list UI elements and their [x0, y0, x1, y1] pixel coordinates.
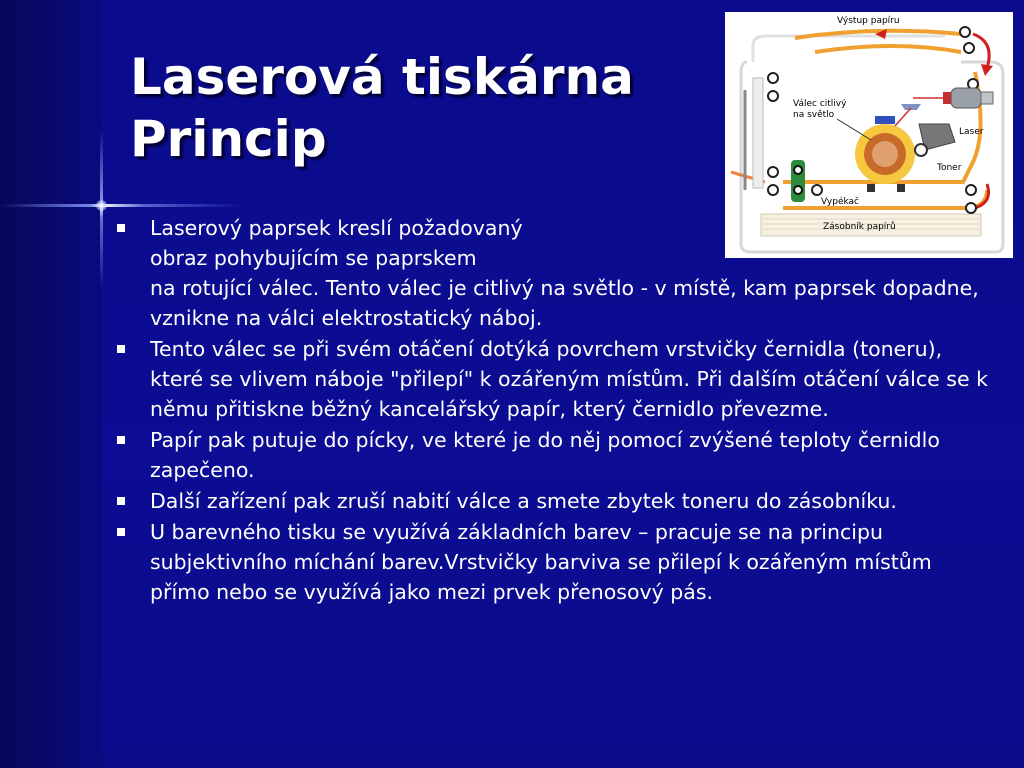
slide-title	[130, 46, 634, 170]
roller	[768, 185, 778, 195]
toner-roller	[915, 144, 927, 156]
label-paper-tray: Zásobník papírů	[823, 222, 896, 232]
fuser-roller	[794, 166, 802, 174]
laser-beam-down	[895, 108, 911, 126]
slide-title-line-2: Princip	[130, 110, 327, 168]
slide-background-left-band	[0, 0, 102, 768]
roller	[964, 43, 974, 53]
label-drum-line-2: na světlo	[793, 110, 835, 120]
light-flare-center	[96, 200, 107, 211]
roller	[812, 185, 822, 195]
label-toner: Toner	[937, 163, 962, 173]
fuser-roller	[794, 186, 802, 194]
laser-mount	[981, 92, 993, 104]
bullet-text: Papír pak putuje do pícky, ve které je do něj pomocí zvýšené teploty černidlo zapečeno.	[150, 428, 940, 482]
bullet-item	[114, 425, 994, 485]
label-drum-line-1: Válec citlivý	[793, 99, 847, 109]
laser-unit	[951, 88, 981, 108]
drum-core	[872, 141, 898, 167]
roller	[768, 73, 778, 83]
bullet-item	[114, 486, 994, 516]
bullet-text: U barevného tisku se využívá základních barev – pracuje se na principu subjektivního míchání barev.Vrstvičky barviva se přilepí k ozářeným místům přímo nebo se využívá jako mezi prvek přenosový pás.	[150, 520, 932, 604]
laser-head	[943, 92, 951, 104]
light-flare-horizontal	[0, 204, 240, 207]
bullet-item	[114, 213, 994, 333]
arrow-head-right	[981, 64, 993, 76]
bullet-text-line: obraz pohybujícím se paprskem	[150, 246, 477, 270]
transfer-contact	[897, 184, 905, 192]
label-paper-out: Výstup papíru	[837, 16, 900, 26]
transfer-contact	[867, 184, 875, 192]
drum-charger	[875, 116, 895, 124]
left-panel	[753, 78, 763, 188]
bullet-text: Další zařízení pak zruší nabití válce a smete zbytek toneru do zásobníku.	[150, 489, 897, 513]
paper-output-path-2	[815, 46, 961, 52]
roller	[960, 27, 970, 37]
bullet-text-line: Laserový paprsek kreslí požadovaný	[150, 216, 523, 240]
label-drum-pointer	[837, 119, 871, 140]
roller	[966, 185, 976, 195]
bullet-text: Tento válec se při svém otáčení dotýká povrchem vrstvičky černidla (toneru), které se vlivem náboje "přilepí" k ozářeným místům. Při dalším otáčení válce se k němu přitiskne běžný kancelářský papír, který černidlo převezme.	[150, 337, 988, 421]
label-laser: Laser	[959, 127, 984, 137]
slide-title-line-1: Laserová tiskárna	[130, 48, 634, 106]
roller	[768, 91, 778, 101]
roller	[966, 203, 976, 213]
label-fuser: Vypékač	[821, 197, 860, 207]
bullet-item	[114, 334, 994, 424]
bullet-text: na rotující válec. Tento válec je citlivý na světlo - v místě, kam paprsek dopadne, vznikne na válci elektrostatický náboj.	[150, 276, 979, 330]
bullet-item	[114, 517, 994, 607]
roller	[768, 167, 778, 177]
bullet-list	[114, 213, 994, 608]
